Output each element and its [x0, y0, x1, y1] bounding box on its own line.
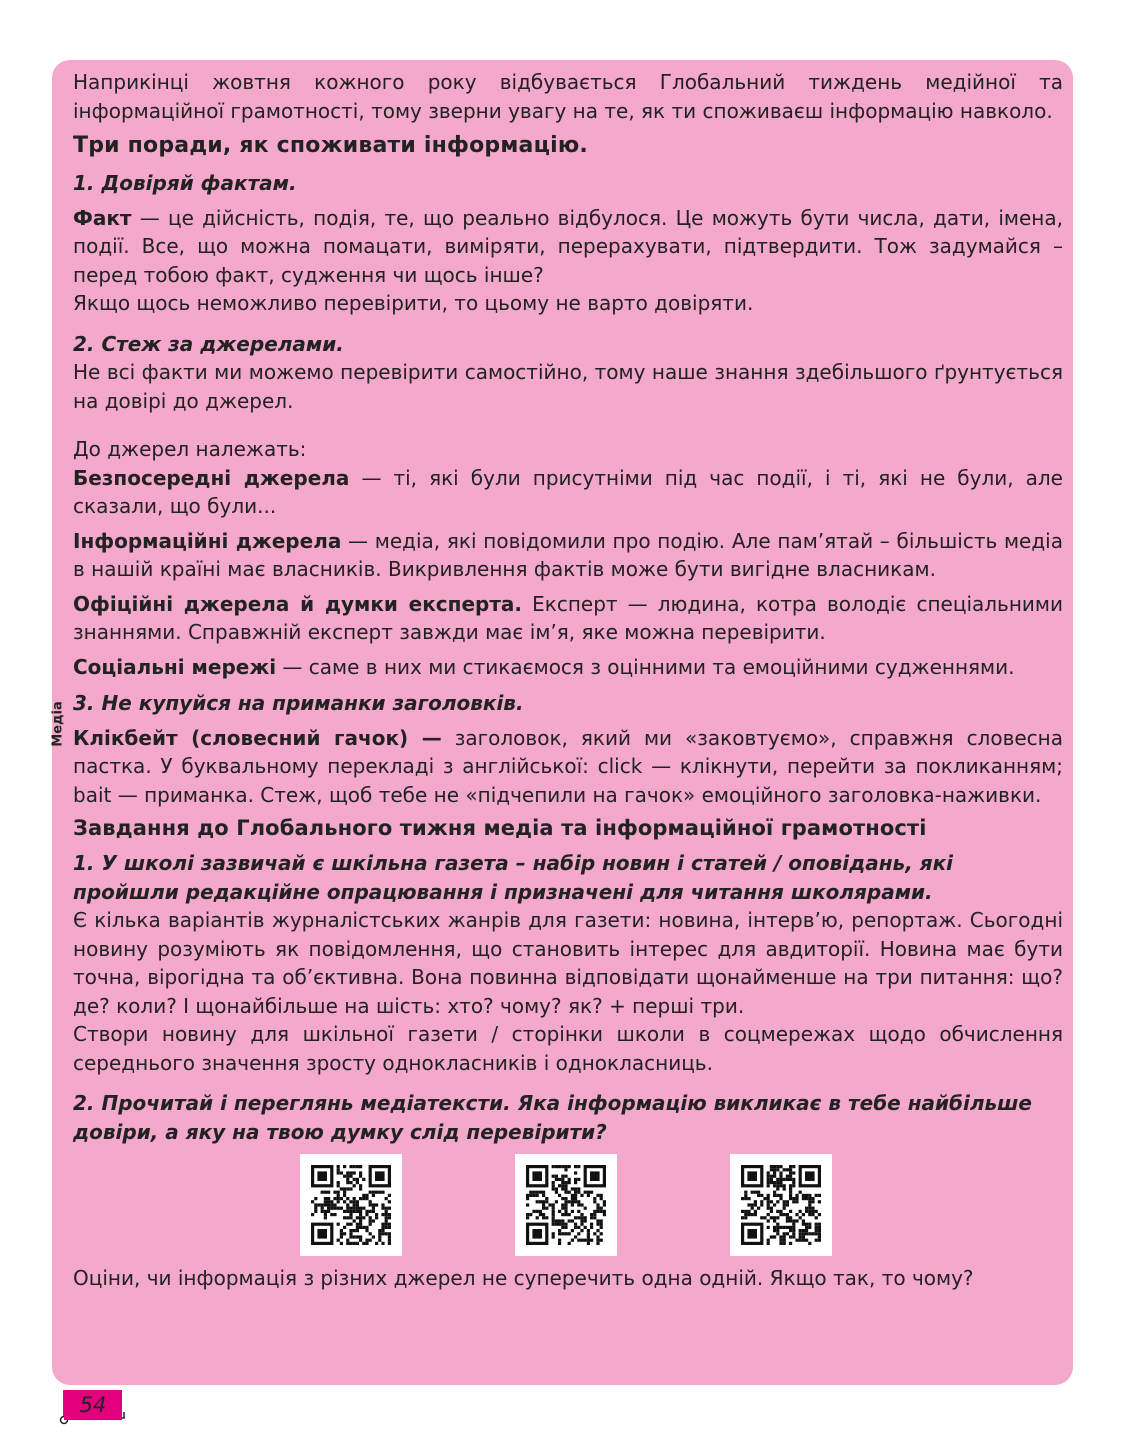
tip3-term: Клікбейт (словесний гачок) —	[73, 725, 442, 750]
tip1-term: Факт	[73, 205, 132, 230]
tip3-title: 3. Не купуйся на приманки заголовків.	[73, 691, 524, 715]
page-number-badge	[64, 1390, 122, 1422]
source-item	[73, 590, 1063, 647]
tip2-title: 2. Стеж за джерелами.	[73, 331, 344, 356]
source-item	[73, 653, 1063, 682]
source-text: — саме в них ми стикаємося з оцінними та емоційними судженнями.	[276, 654, 1015, 679]
source-term: Соціальні мережі	[73, 654, 277, 679]
qr-code-row	[73, 1154, 1063, 1264]
tip1-paragraph	[73, 204, 1063, 290]
source-term: Інформаційні джерела	[73, 528, 342, 553]
task1-text2: Створи новину для шкільної газети / сторінки школи в соцмережах щодо обчислення середнього значення зросту однокласників і однокласниць.	[73, 1022, 1063, 1075]
source-term: Безпосередні джерела	[73, 465, 350, 490]
source-text: Експерт — людина, котра володіє спеціальними знаннями. Справжній експерт завжди має ім’я, яке можна перевірити.	[73, 591, 1063, 644]
source-term: Офіційні джерела й думки експерта.	[73, 591, 523, 616]
intro-paragraph: Наприкінці жовтня кожного року відбувається Глобальний тиждень медійної та інформаційної грамотності, тому зверни увагу на те, як ти споживаєш інформацію навколо.	[73, 70, 1063, 123]
side-label-text: Медіа	[50, 701, 66, 747]
section-side-label	[46, 694, 70, 754]
final-question: Оціни, чи інформація з різних джерел не суперечить одна одній. Якщо так, то чому?	[73, 1266, 974, 1290]
tip1-text: — це дійсність, подія, те, що реально відбулося. Це можуть бути числа, дати, імена, події. Все, що можна помацати, виміряти, перерахувати, підтвердити. Тож задумайся – перед тобою факт, судження чи щось інше?	[73, 205, 1063, 287]
tasks-heading: Завдання до Глобального тижня медіа та інформаційної грамотності	[73, 816, 927, 840]
content-panel	[52, 60, 1073, 1385]
task1-text: Є кілька варіантів журналістських жанрів для газети: новина, інтерв’ю, репортаж. Сьогодні новину розуміють як повідомлення, що становить інтерес для авдиторії. Новина має бути точна, вірогідна та об’єктивна. Вона повинна відповідати щонайменше на три питання: що? де? коли? І щонайбільше на шість: хто? чому? як? + перші три.	[73, 908, 1063, 1018]
page-number: 54	[79, 1393, 107, 1417]
task2-title: 2. Прочитай і переглянь медіатексти. Яка інформацію викликає в тебе найбільше довіри, а яку на твою думку слід перевірити?	[73, 1091, 1032, 1144]
tip1-title: 1. Довіряй фактам.	[73, 171, 297, 195]
task1-title: 1. У школі зазвичай є шкільна газета – набір новин і статей / оповідань, які пройшли редакційне опрацювання і призначені для читання школярами.	[73, 851, 954, 904]
tips-heading: Три поради, як споживати інформацію.	[73, 133, 588, 158]
qr-code-icon[interactable]	[300, 1154, 402, 1256]
sources-intro: До джерел належать:	[73, 437, 307, 461]
qr-code-icon[interactable]	[515, 1154, 617, 1256]
qr-code-icon[interactable]	[730, 1154, 832, 1256]
tip3-paragraph	[73, 724, 1063, 810]
tip1-note: Якщо щось неможливо перевірити, то цьому не варто довіряти.	[73, 291, 754, 315]
source-text: — медіа, які повідомили про подію. Але пам’ятай – більшість медіа в нашій країні має власників. Викривлення фактів може бути вигідне власникам.	[73, 528, 1063, 581]
source-item	[73, 464, 1063, 521]
source-item	[73, 527, 1063, 584]
tip3-text: заголовок, який ми «заковтуємо», справжня словесна пастка. У буквальному перекладі з англійської: click — клікнути, перейти за покликанням; bait — приманка. Стеж, щоб тебе не «підчепили на гачок» емоційного заголовка-наживки.	[73, 725, 1063, 807]
source-text: — ті, які були присутніми під час події, і ті, які не були, але сказали, що були...	[73, 465, 1063, 518]
tip2-text: Не всі факти ми можемо перевірити самостійно, тому наше знання здебільшого ґрунтується на довірі до джерел.	[73, 360, 1063, 413]
